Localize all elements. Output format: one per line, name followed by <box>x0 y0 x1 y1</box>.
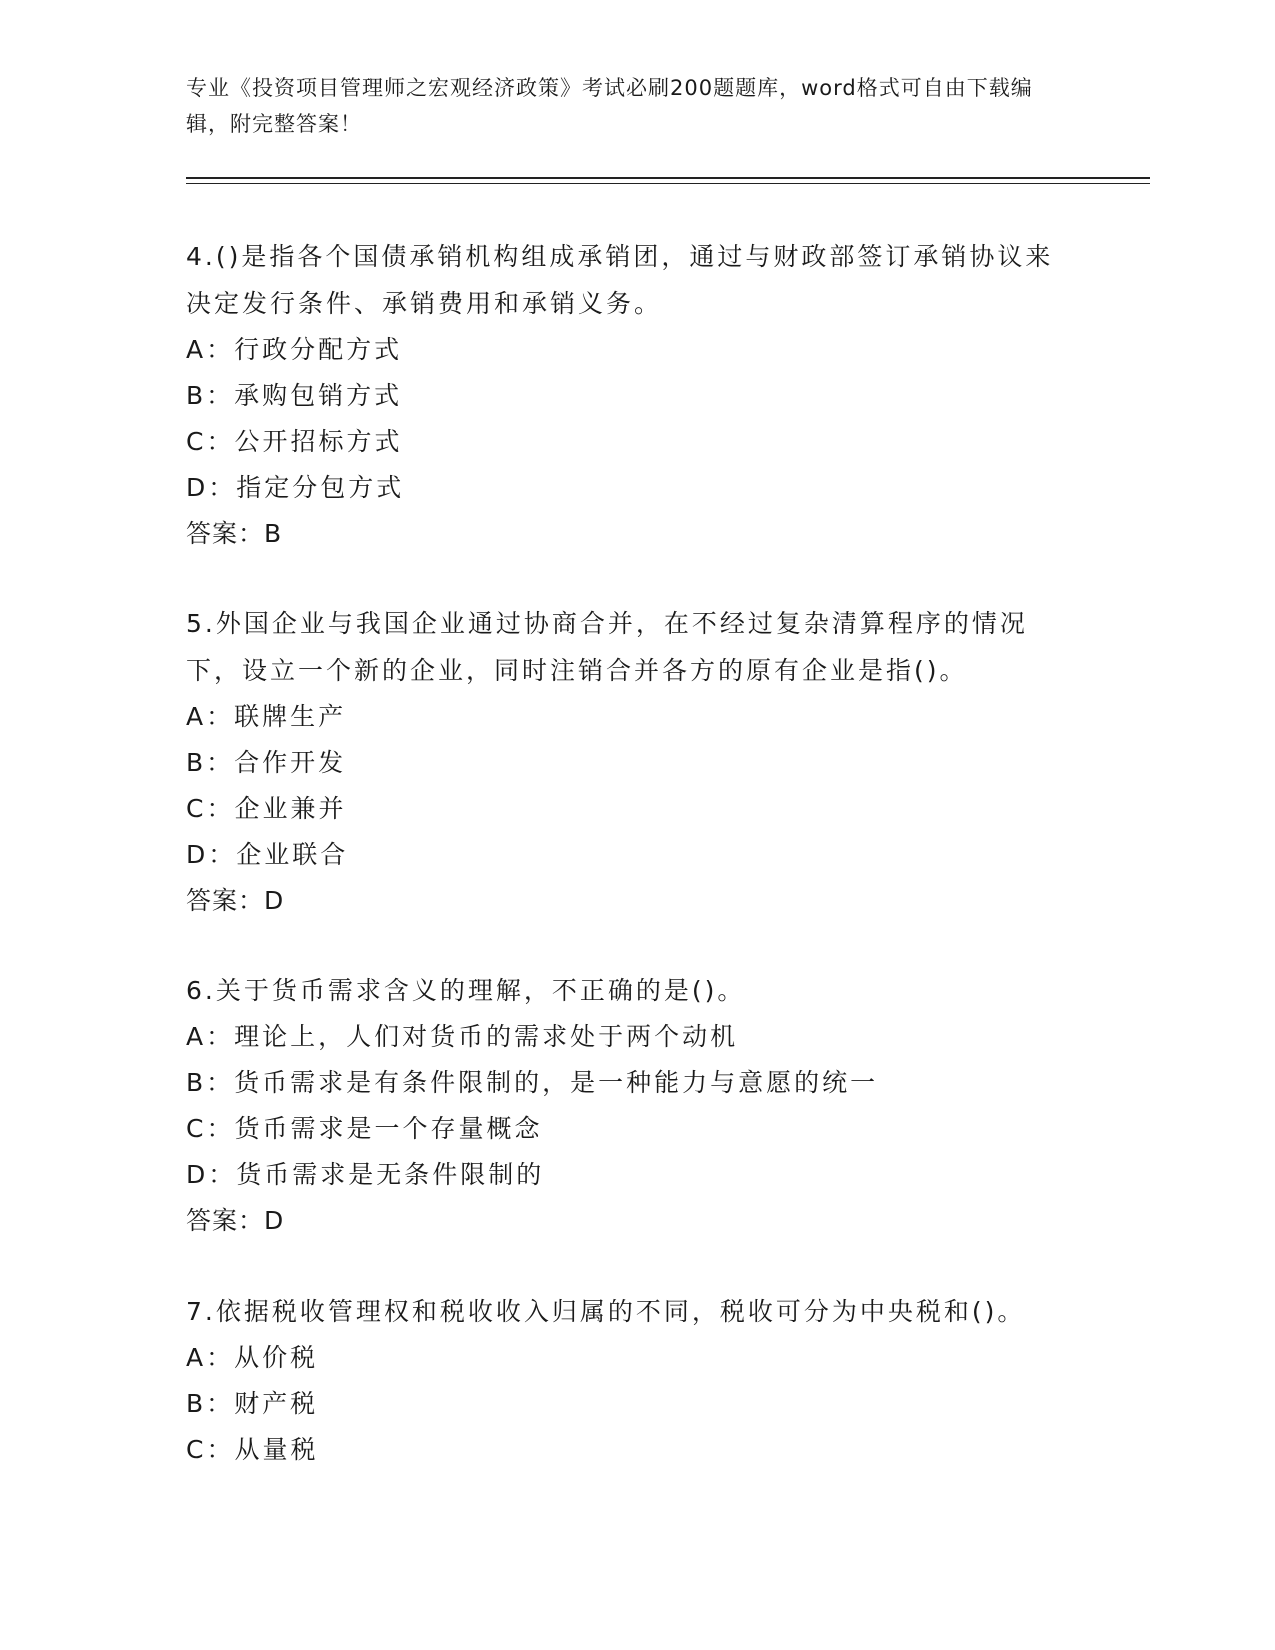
question-5 <box>186 600 1066 924</box>
option-b: B：货币需求是有条件限制的，是一种能力与意愿的统一 <box>186 1068 879 1097</box>
header-divider-thick <box>186 177 1150 179</box>
answer-line: 答案：D <box>186 886 285 915</box>
question-7 <box>186 1288 1066 1473</box>
question-4 <box>186 233 1066 557</box>
option-d: D：指定分包方式 <box>186 473 405 502</box>
option-a: A：从价税 <box>186 1343 319 1372</box>
option-d: D：货币需求是无条件限制的 <box>186 1160 545 1189</box>
option-c: C：从量税 <box>186 1435 319 1464</box>
document-header <box>186 70 1066 142</box>
question-stem: 6.关于货币需求含义的理解，不正确的是()。 <box>186 976 746 1005</box>
option-b: B：财产税 <box>186 1389 319 1418</box>
option-c: C：公开招标方式 <box>186 427 403 456</box>
option-b: B：承购包销方式 <box>186 381 403 410</box>
option-d: D：企业联合 <box>186 840 349 869</box>
answer-line: 答案：B <box>186 519 283 548</box>
question-6 <box>186 967 1066 1244</box>
question-stem: 4.()是指各个国债承销机构组成承销团，通过与财政部签订承销协议来决定发行条件、承销费用和承销义务。 <box>186 242 1054 318</box>
option-c: C：货币需求是一个存量概念 <box>186 1114 543 1143</box>
answer-line: 答案：D <box>186 1206 285 1235</box>
option-a: A：理论上，人们对货币的需求处于两个动机 <box>186 1022 739 1051</box>
option-a: A：联牌生产 <box>186 702 347 731</box>
option-a: A：行政分配方式 <box>186 335 403 364</box>
header-divider-thin <box>186 183 1150 184</box>
question-stem: 7.依据税收管理权和税收收入归属的不同，税收可分为中央税和()。 <box>186 1297 1026 1326</box>
header-intro-text: 专业《投资项目管理师之宏观经济政策》考试必刷200题题库，word格式可自由下载编辑，附完整答案！ <box>186 76 1033 136</box>
option-b: B：合作开发 <box>186 748 347 777</box>
question-stem: 5.外国企业与我国企业通过协商合并，在不经过复杂清算程序的情况下，设立一个新的企业，同时注销合并各方的原有企业是指()。 <box>186 609 1028 685</box>
option-c: C：企业兼并 <box>186 794 347 823</box>
